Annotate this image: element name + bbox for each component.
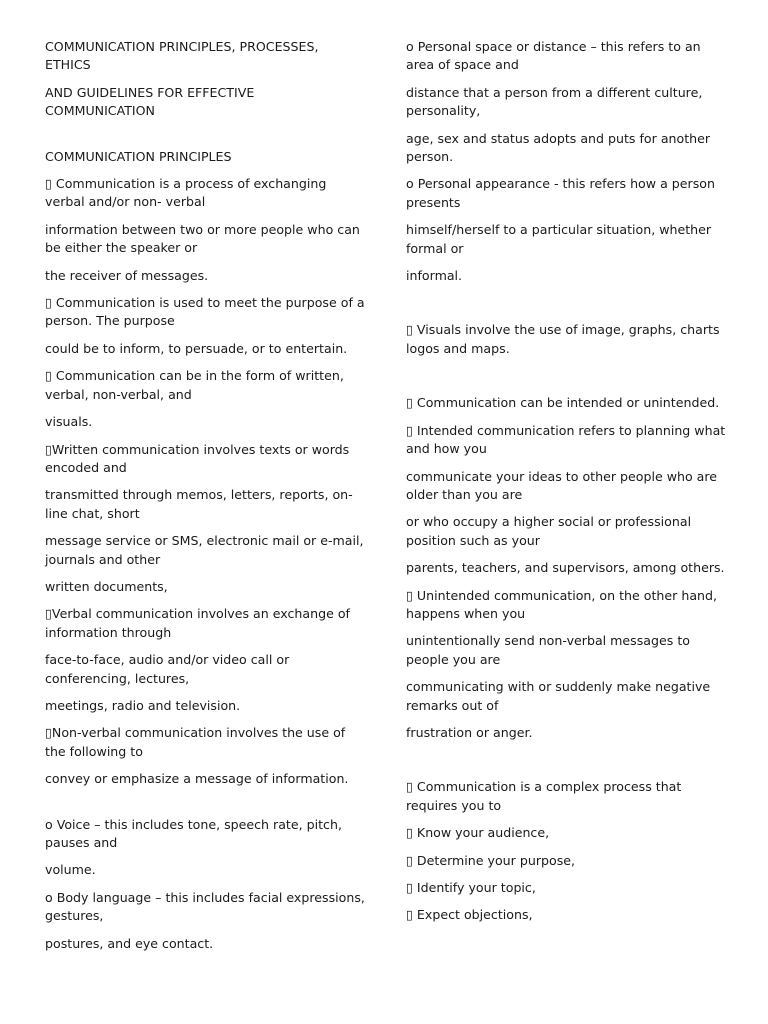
paragraph: postures, and eye contact. bbox=[45, 935, 214, 951]
spacer bbox=[406, 367, 731, 394]
paragraph: communicating with or suddenly make negative remarks out of bbox=[406, 679, 711, 713]
spacer bbox=[45, 798, 365, 816]
paragraph: ▯ Know your audience, bbox=[406, 825, 550, 841]
paragraph: AND GUIDELINES FOR EFFECTIVE COMMUNICATION bbox=[45, 84, 255, 119]
paragraph: o Personal appearance - this refers how a person presents bbox=[406, 176, 715, 210]
paragraph: distance that a person from a different culture, personality, bbox=[406, 84, 703, 119]
paragraph: message service or SMS, electronic mail or e-mail, journals and other bbox=[45, 533, 364, 567]
paragraph: parents, teachers, and supervisors, among others. bbox=[406, 560, 725, 576]
paragraph: ▯Written communication involves texts or words encoded and bbox=[45, 441, 350, 475]
paragraph: ▯ Unintended communication, on the other hand, happens when you bbox=[406, 587, 718, 621]
paragraph: visuals. bbox=[45, 414, 93, 430]
paragraph: ▯ Identify your topic, bbox=[406, 880, 536, 895]
paragraph: ▯Verbal communication involves an exchange of information through bbox=[45, 606, 350, 640]
paragraph: ▯ Communication is used to meet the purpose of a person. The purpose bbox=[45, 295, 365, 329]
paragraph: o Personal space or distance – this refers to an area of space and bbox=[406, 39, 701, 73]
spacer bbox=[406, 751, 731, 778]
paragraph: communicate your ideas to other people who are older than you are bbox=[406, 468, 718, 502]
paragraph: information between two or more people who can be either the speaker or bbox=[45, 221, 360, 256]
paragraph: COMMUNICATION PRINCIPLES bbox=[45, 148, 232, 164]
spacer bbox=[406, 294, 731, 321]
paragraph: frustration or anger. bbox=[406, 724, 533, 740]
paragraph: face-to-face, audio and/or video call or conferencing, lectures, bbox=[45, 652, 290, 686]
paragraph: ▯ Communication is a process of exchanging verbal and/or non- verbal bbox=[45, 176, 327, 210]
paragraph: transmitted through memos, letters, reports, on-line chat, short bbox=[45, 487, 353, 521]
spacer bbox=[45, 130, 365, 148]
paragraph: COMMUNICATION PRINCIPLES, PROCESSES, ETHICS bbox=[45, 39, 319, 73]
paragraph: age, sex and status adopts and puts for another person. bbox=[406, 130, 711, 165]
paragraph: unintentionally send non-verbal messages to people you are bbox=[406, 633, 690, 667]
paragraph: ▯ Communication is a complex process that requires you to bbox=[406, 779, 682, 813]
paragraph: ▯ Determine your purpose, bbox=[406, 852, 576, 868]
paragraph: volume. bbox=[45, 862, 96, 878]
paragraph: could be to inform, to persuade, or to entertain. bbox=[45, 340, 348, 356]
paragraph: written documents, bbox=[45, 578, 168, 594]
paragraph: ▯ Visuals involve the use of image, graphs, charts logos and maps. bbox=[406, 322, 720, 356]
paragraph: informal. bbox=[406, 268, 463, 284]
paragraph: ▯ Communication can be intended or unintended. bbox=[406, 395, 720, 411]
paragraph: or who occupy a higher social or professional position such as your bbox=[406, 514, 692, 548]
paragraph: meetings, radio and television. bbox=[45, 697, 241, 713]
paragraph: ▯ Intended communication refers to planning what and how you bbox=[406, 422, 726, 457]
left-column bbox=[45, 38, 365, 962]
paragraph: himself/herself to a particular situation, whether formal or bbox=[406, 222, 712, 256]
paragraph: ▯ Expect objections, bbox=[406, 907, 533, 923]
paragraph: convey or emphasize a message of information. bbox=[45, 771, 349, 787]
right-column bbox=[406, 38, 731, 934]
paragraph: o Body language – this includes facial expressions, gestures, bbox=[45, 889, 365, 924]
paragraph: the receiver of messages. bbox=[45, 267, 209, 283]
paragraph: ▯ Communication can be in the form of written, verbal, non-verbal, and bbox=[45, 368, 344, 402]
paragraph: o Voice – this includes tone, speech rate, pitch, pauses and bbox=[45, 816, 342, 850]
paragraph: ▯Non-verbal communication involves the use of the following to bbox=[45, 725, 346, 759]
